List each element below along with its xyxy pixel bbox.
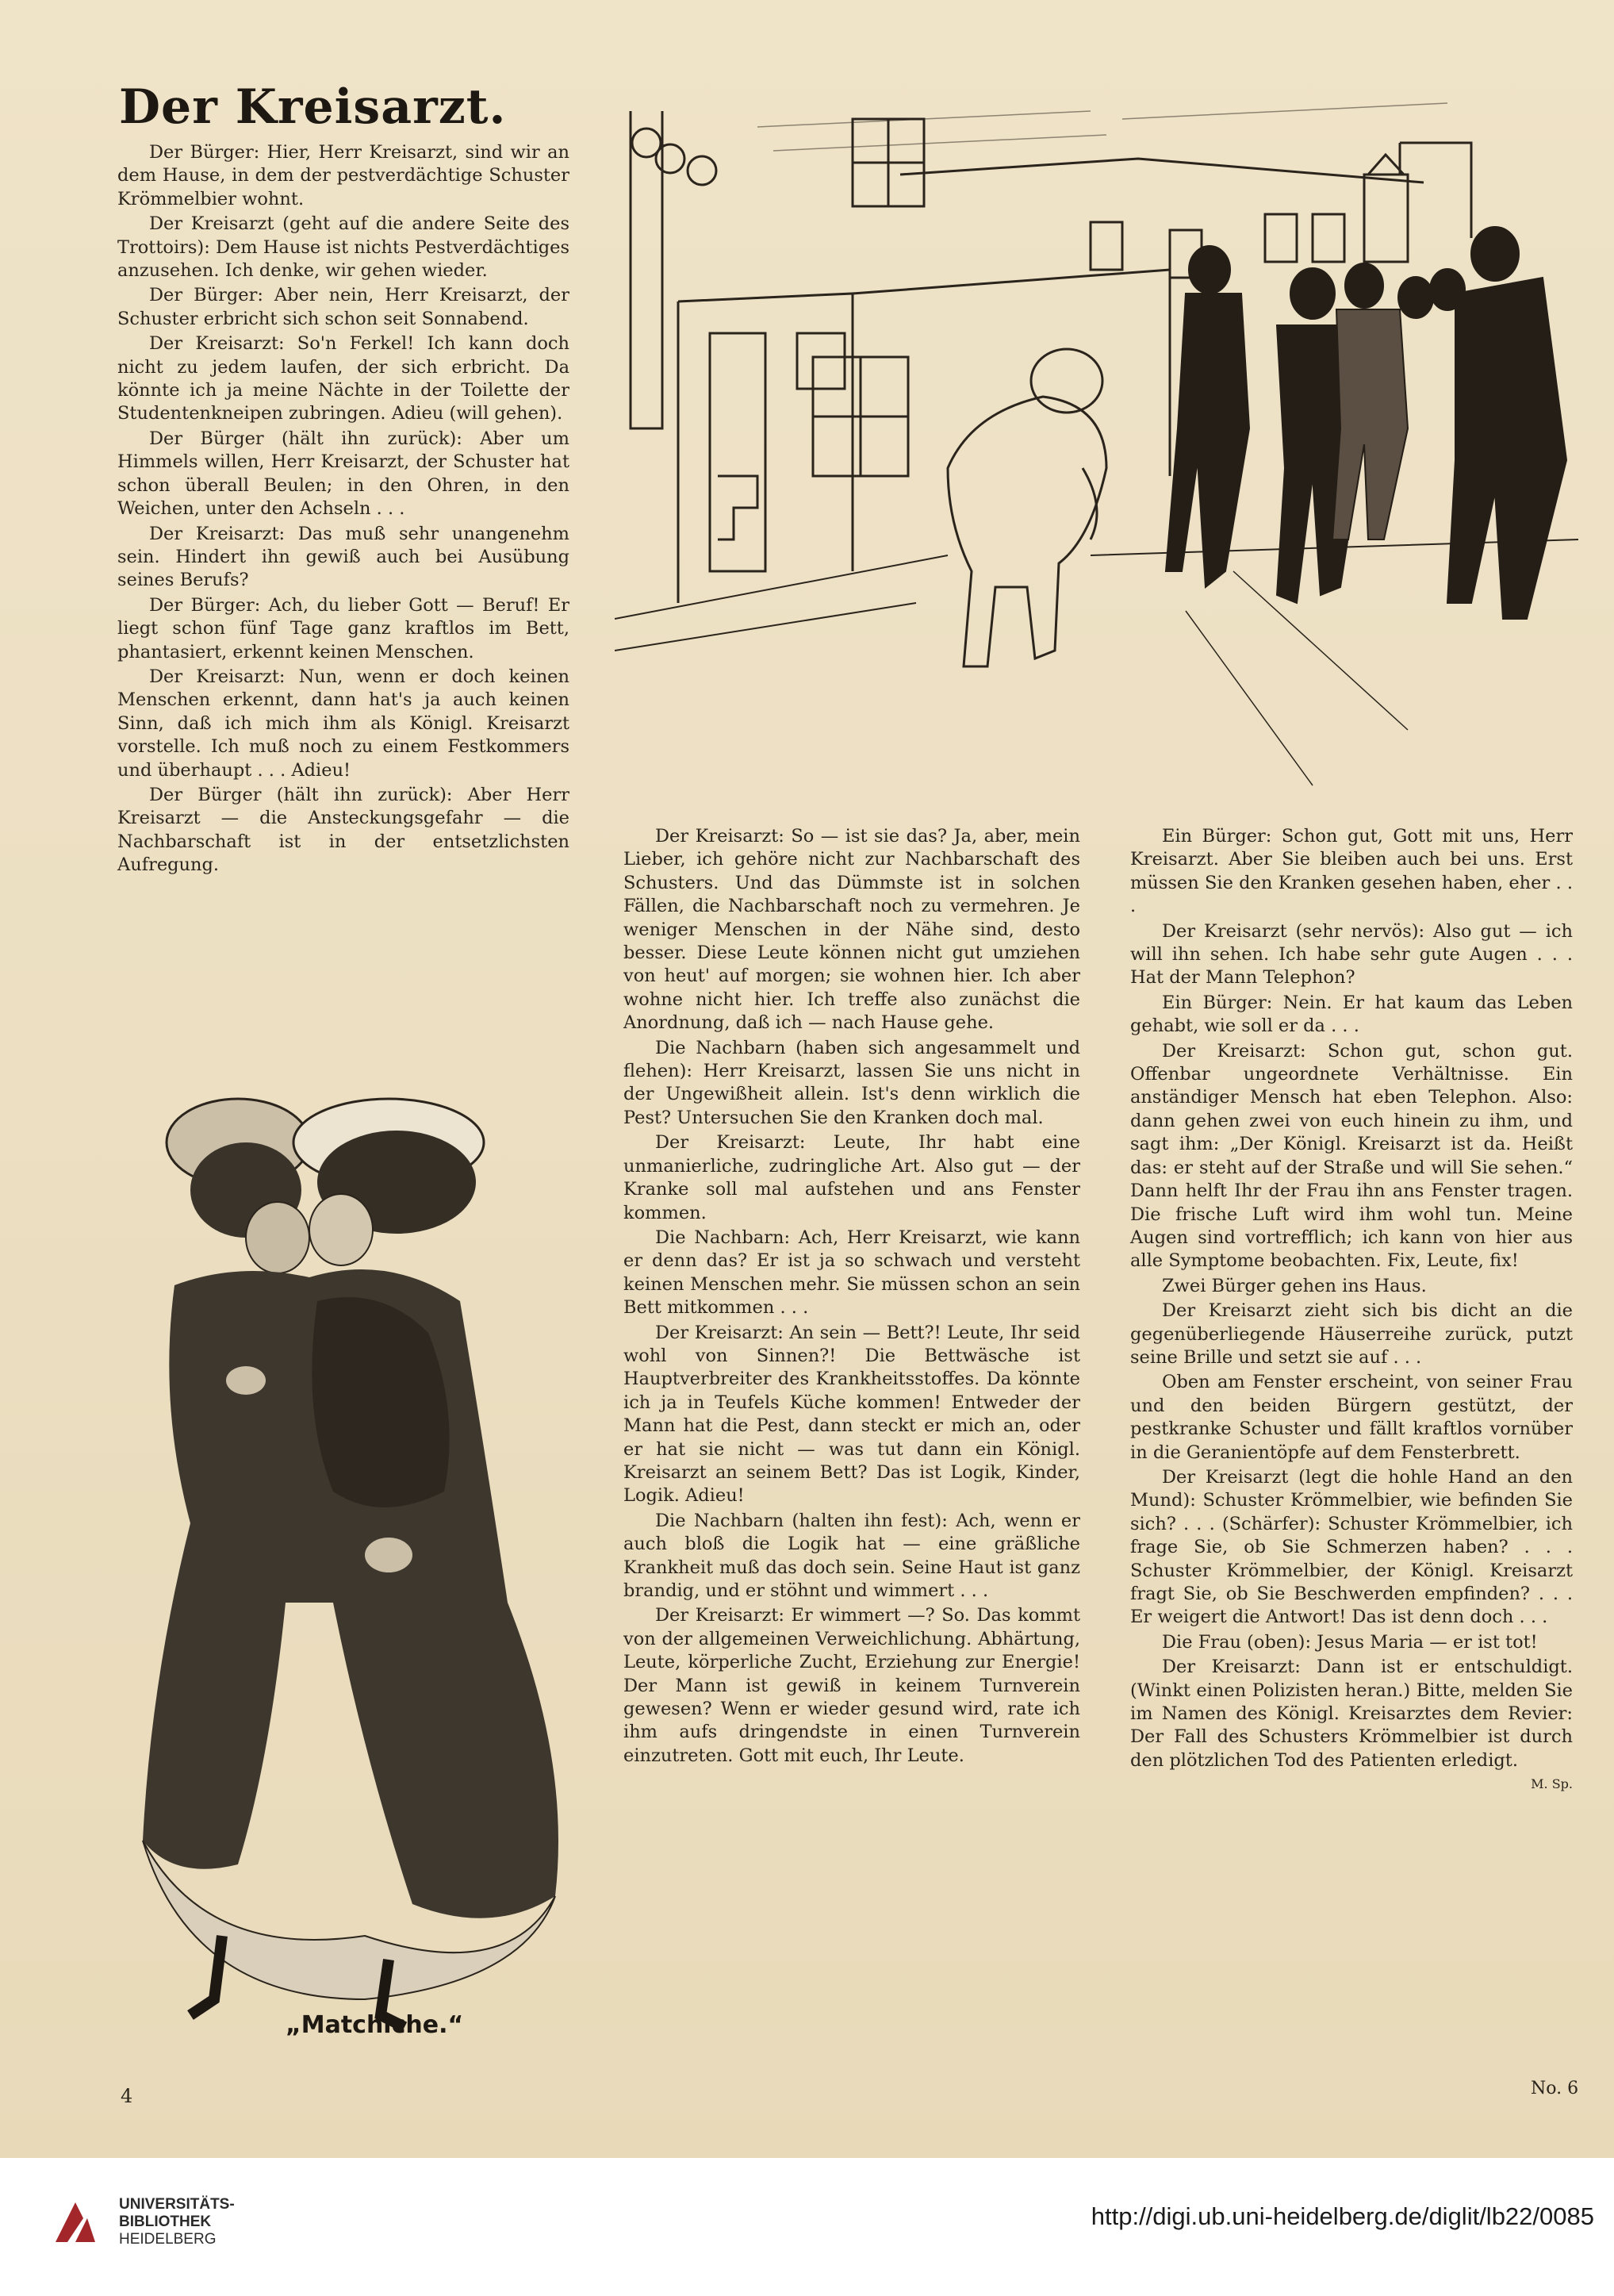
paragraph-text: Der Kreisarzt: Dann ist er entschuldigt. (Winkt einen Polizisten heran.) Bitte, melden Sie im Namen des Königl. Kreisarztes dem Revier: Der Fall des Schusters Krömmelbier ist durch den plötzlichen Tod des Patienten erledigt. [1130,1657,1573,1771]
paragraph: Ein Bürger: Schon gut, Gott mit uns, Herr Kreisarzt. Aber Sie bleiben auch bei uns. Erst müssen Sie den Kranken gesehen haben, eher . . . [1130,826,1573,917]
text-column-3 [1130,825,1573,2047]
article-title: Der Kreisarzt. [119,79,507,135]
paragraph: Der Kreisarzt: Das muß sehr unangenehm sein. Hindert ihn gewiß auch bei Ausübung seines Berufs? [117,523,569,591]
issue-number: No. 6 [1531,2079,1579,2098]
paragraph: Der Kreisarzt: An sein — Bett?! Leute, Ihr seid wohl von Sinnen?! Die Bettwäsche ist Hauptverbreiter des Krankheitsstoffes. Da könnte ich ja in Teufels Küche kommen! Entweder der Mann hat die Pest, dann steckt er mich an, oder er hat sie nicht — was tut dann ein Königl. Kreisarzt an seinem Bett? Das ist Logik, Kinder, Logik. Adieu! [623,1322,1080,1507]
library-logo-icon [48,2194,103,2250]
paragraph: Der Kreisarzt (geht auf die andere Seite des Trottoirs): Dem Hause ist nichts Pestverdächtiges anzusehen. Ich denke, wir gehen wieder. [117,213,570,282]
library-name [119,2196,325,2267]
paragraph: Der Kreisarzt (sehr nervös): Also gut — ich will ihn sehen. Ich habe sehr gute Augen . . . Hat der Mann Telephon? [1130,920,1573,989]
paragraph: Die Nachbarn (haben sich angesammelt und flehen): Herr Kreisarzt, lassen Sie uns nicht in der Ungewißheit allein. Ist's denn wirklich die Pest? Untersuchen Sie den Kranken doch mal. [623,1037,1080,1128]
library-name-line: BIBLIOTHEK [119,2213,212,2230]
paragraph [1130,1656,1573,1792]
paragraph: Die Frau (oben): Jesus Maria — er ist tot! [1162,1631,1538,1653]
street-scene-illustration [615,95,1578,789]
paragraph: Der Kreisarzt: Schon gut, schon gut. Offenbar ungeordnete Verhältnisse. Ein anständiger Mensch hat eben Telephon. Also: dann gehen zwei von euch hinein zu ihm, und sagt ihm: „Der Königl. Kreisarzt ist da. Heißt das: er steht auf der Straße und will Sie sehen.“ Dann helft Ihr der Frau ihn ans Fenster tragen. Die frische Luft wird ihm wohl tun. Meine Augen sind vortrefflich; ich kann von hier aus alle Symptome beobachten. Fix, Leute, fix! [1130,1040,1573,1272]
paragraph: Der Kreisarzt: Leute, Ihr habt eine unmanierliche, zudringliche Art. Also gut — der Kranke soll mal aufstehen und ans Fenster kommen. [623,1132,1080,1223]
dancers-illustration [127,1047,571,2031]
paragraph: Der Kreisarzt: So'n Ferkel! Ich kann doch nicht zu jedem laufen, der sich erbricht. Da könnte ich ja meine Nächte in der Toilette der Studentenkneipen zubringen. Adieu (will gehen). [117,333,569,424]
paragraph: Zwei Bürger gehen ins Haus. [1162,1275,1427,1296]
paragraph: Der Kreisarzt: So — ist sie das? Ja, aber, mein Lieber, ich gehöre nicht zur Nachbarschaft des Schusters. Und das Dümmste ist in solchen Fällen, die Nachbarschaft noch zu vermehren. Je weniger Menschen in der Nähe sind, desto besser. Diese Leute können nicht gut umziehen von heut' auf morgen; sie wohnen hier. Ich aber wohne nicht hier. Ich treffe also zunächst die Anordnung, daß ich — nach Hause gehe. [623,826,1080,1034]
paragraph: Der Kreisarzt: Nun, wenn er doch keinen Menschen erkennt, dann hat's ja auch keinen Sinn, daß ich mich ihm als Königl. Kreisarzt vorstelle. Ich muß noch zu einem Festkommers und überhaupt . . . Adieu! [117,666,569,781]
paragraph: Der Bürger: Ach, du lieber Gott — Beruf! Er liegt schon fünf Tage ganz kraftlos im Bett, phantasiert, erkennt keinen Menschen. [117,594,569,662]
paragraph: Der Kreisarzt: Er wimmert —? So. Das kommt von der allgemeinen Verweichlichung. Abhärtung, Leute, körperliche Zucht, Erziehung zur Energie! Der Mann ist gewiß in keinem Turnverein gewesen? Wenn er wieder gesund wird, rate ich ihm aufs dringendste in einen Turnverein einzutreten. Gott mit euch, Ihr Leute. [623,1605,1080,1766]
paragraph: Die Nachbarn (halten ihn fest): Ach, wenn er auch bloß die Logik hat — eine gräßliche Krankheit muß das doch sein. Seine Haut ist ganz brandig, und er stöhnt und wimmert . . . [623,1510,1080,1601]
illustration-caption: „Matchiche.“ [286,2011,464,2039]
paragraph: Der Kreisarzt zieht sich bis dicht an die gegenüberliegende Häuserreihe zurück, putzt seine Brille und setzt sie auf . . . [1130,1300,1573,1368]
library-name-line: HEIDELBERG [119,2231,217,2248]
page-number: 4 [121,2085,133,2107]
paragraph: Der Bürger (hält ihn zurück): Aber um Himmels willen, Herr Kreisarzt, der Schuster hat schon überall Beulen; in den Ohren, in den Weichen, unter den Achseln . . . [117,428,569,520]
paragraph: Der Bürger: Hier, Herr Kreisarzt, sind wir an dem Hause, in dem der pestverdächtige Schuster Krömmelbier wohnt. [117,142,569,209]
paragraph: Der Bürger: Aber nein, Herr Kreisarzt, der Schuster erbricht sich schon seit Sonnabend. [117,285,569,329]
paragraph: Ein Bürger: Nein. Er hat kaum das Leben gehabt, wie soll er da . . . [1130,992,1573,1037]
author-signature: M. Sp. [1531,1776,1573,1792]
paragraph: Die Nachbarn: Ach, Herr Kreisarzt, wie kann er denn das? Er ist ja so schwach und versteht keinen Menschen mehr. Sie müssen schon an sein Bett mitkommen . . . [623,1227,1080,1319]
paragraph: Der Kreisarzt (legt die hohle Hand an den Mund): Schuster Krömmelbier, wie befinden Sie sich? . . . (Schärfer): Schuster Krömmelbier, ich frage Sie, ob Sie Schmerzen haben? . . . Schuster Krömmelbier, der Königl. Kreisarzt fragt Sie, ob Sie Beschwerden empfinden? . . . Er weigert die Antwort! Das ist denn doch . . . [1130,1466,1573,1628]
library-name-line: UNIVERSITÄTS- [119,2196,235,2213]
paragraph: Oben am Fenster erscheint, von seiner Frau und den beiden Bürgern gestützt, der pestkranke Schuster und fällt kraftlos vornüber in die Geranientöpfe auf dem Fensterbrett. [1130,1372,1573,1463]
source-url-link[interactable]: http://digi.ub.uni-heidelberg.de/diglit/lb22/0085 [1091,2202,1594,2230]
text-column-2 [623,825,1080,2047]
text-column-1 [117,141,569,1038]
paragraph: Der Bürger (hält ihn zurück): Aber Herr Kreisarzt — die Ansteckungsgefahr — die Nachbarschaft ist in der entsetzlichsten Aufregung. [117,784,569,876]
